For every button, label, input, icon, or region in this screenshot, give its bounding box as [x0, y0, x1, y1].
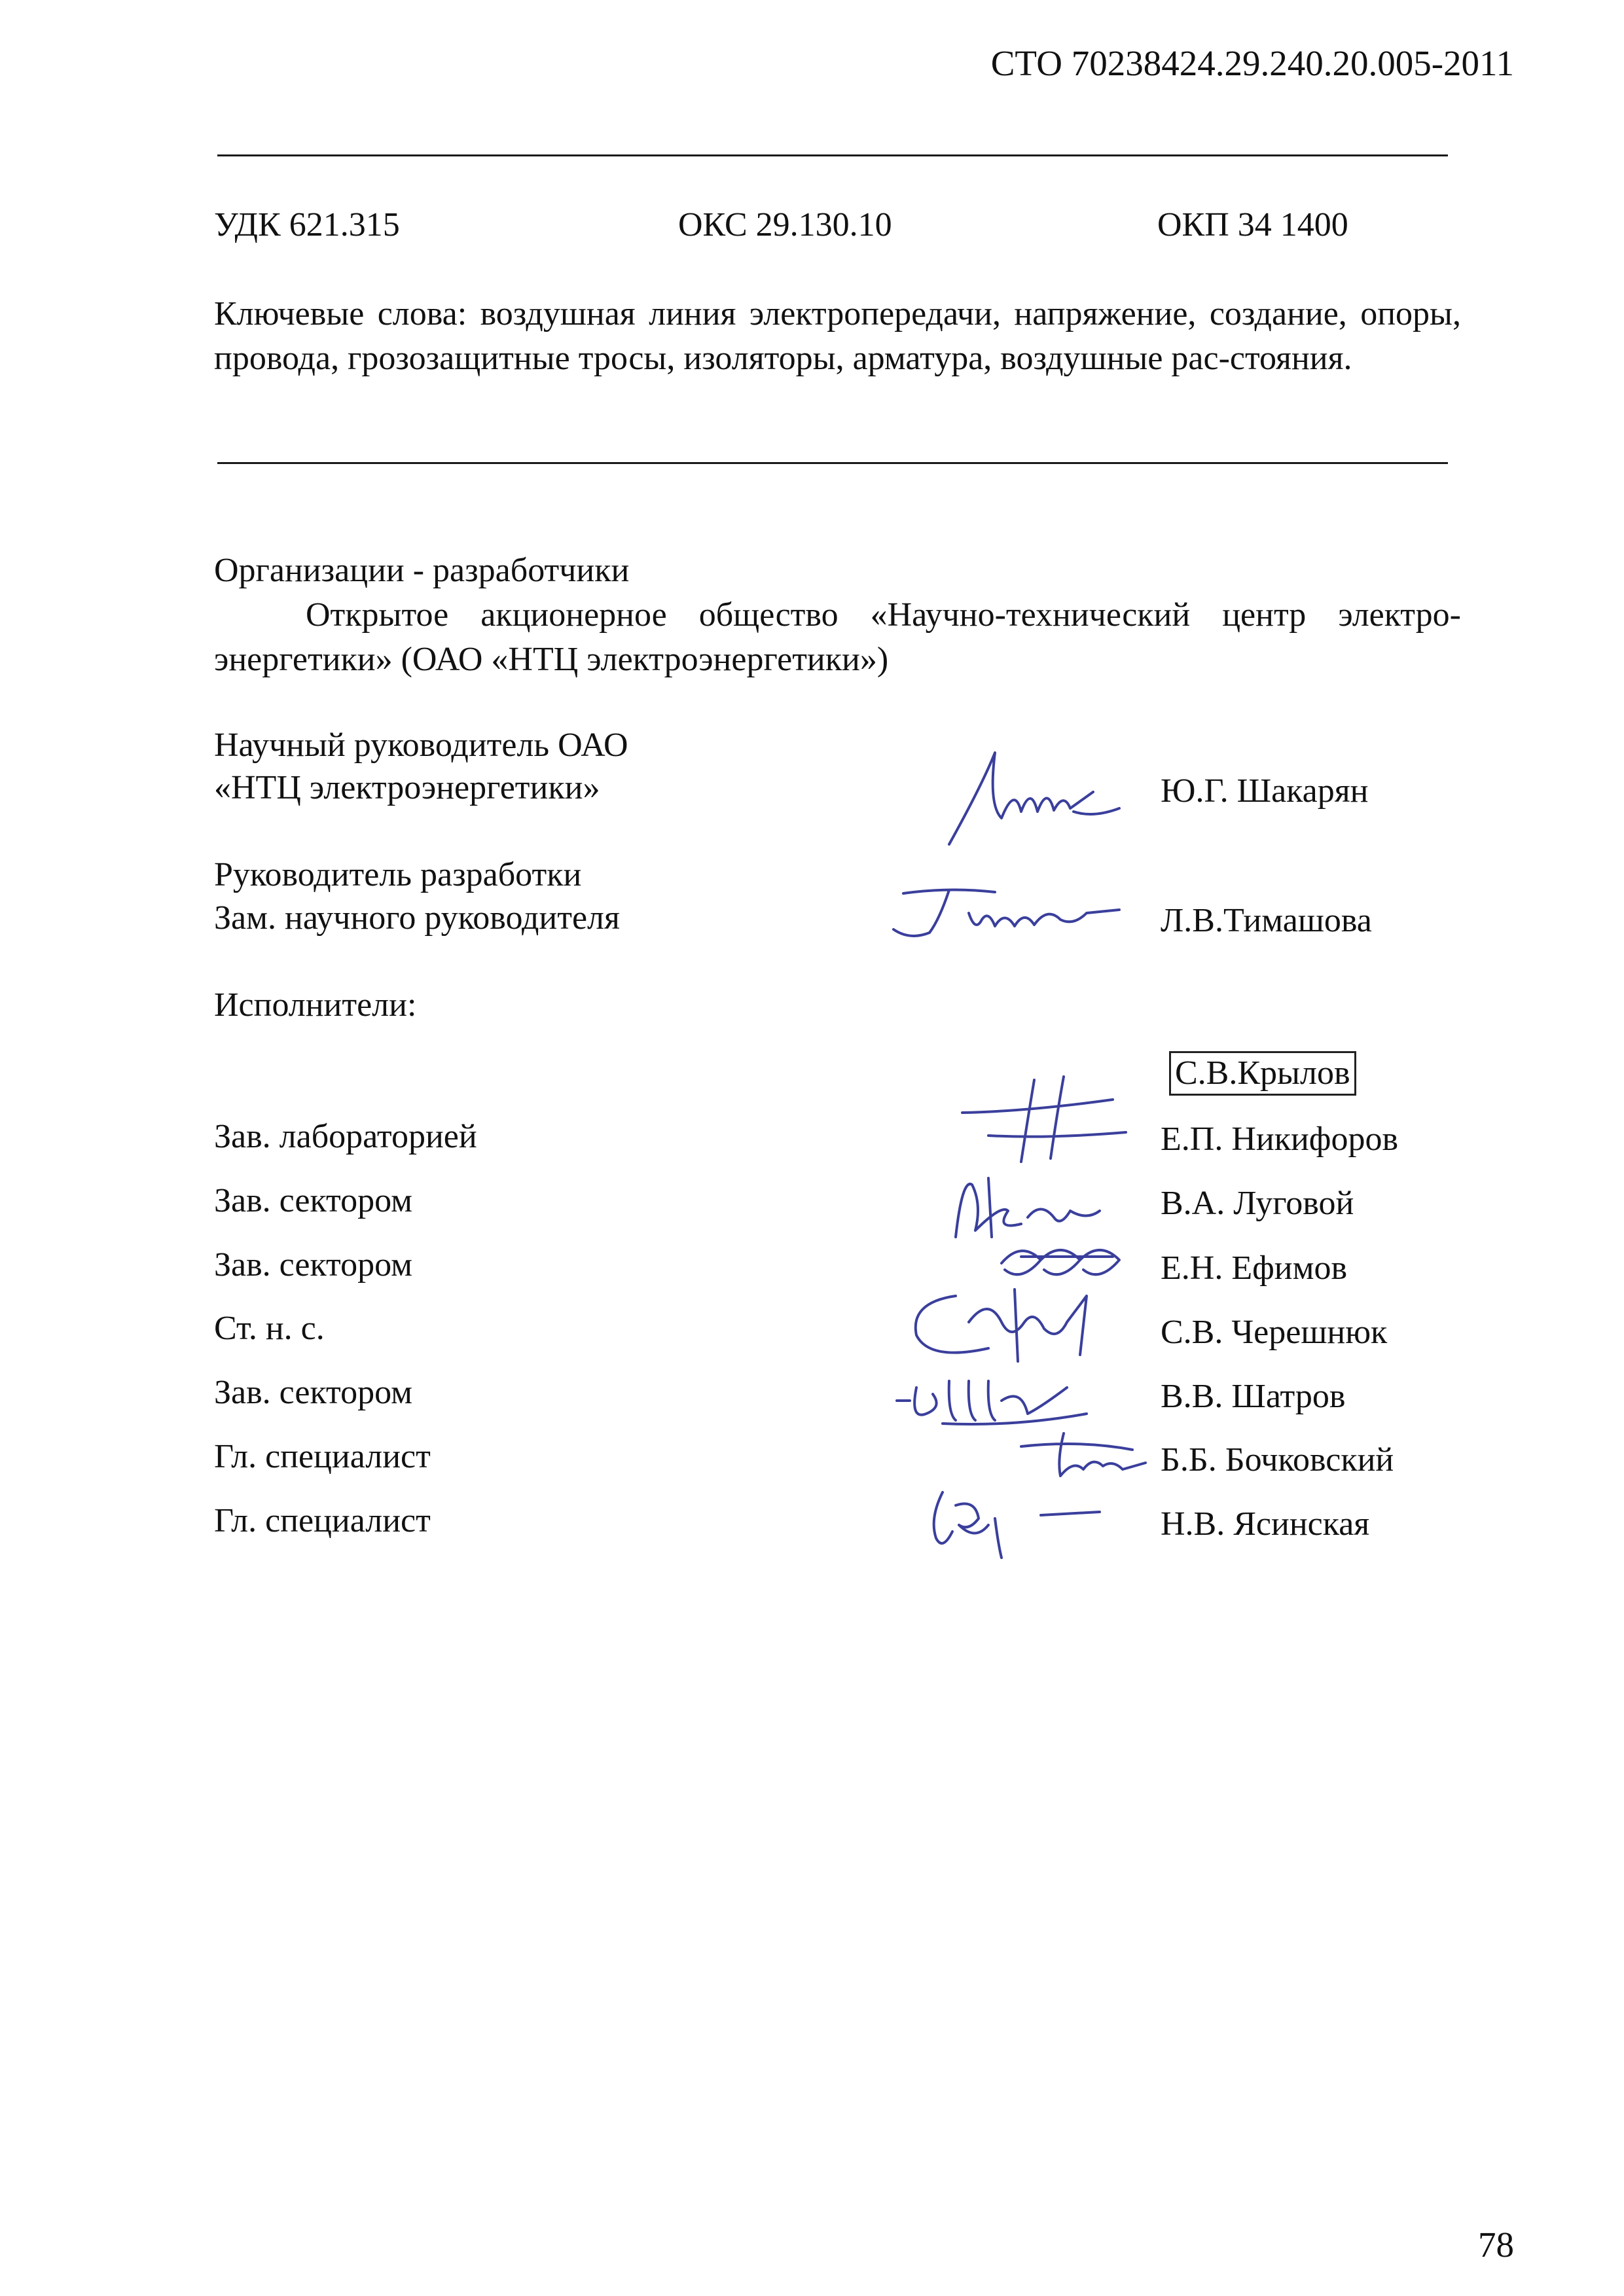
signature-chereshnyuk: [897, 1283, 1132, 1368]
page-number: 78: [1478, 2225, 1514, 2265]
boxed-name: С.В.Крылов: [1169, 1051, 1356, 1096]
executor-role: Гл. специалист: [214, 1438, 431, 1475]
signature-nikiforov: [949, 1073, 1132, 1165]
executor-name: Н.В. Ясинская: [1161, 1505, 1370, 1543]
executor-name: Е.Н. Ефимов: [1161, 1249, 1348, 1287]
executor-role: Ст. н. с.: [214, 1310, 325, 1347]
leader-name: Ю.Г. Шакарян: [1161, 772, 1369, 810]
executor-role: Гл. специалист: [214, 1502, 431, 1539]
keywords-divider: [217, 462, 1448, 464]
executor-name: В.А. Луговой: [1161, 1185, 1354, 1222]
executors-heading: Исполнители:: [214, 986, 417, 1024]
signature-timashova: [884, 880, 1132, 946]
signature-yasinskaya: [903, 1479, 1113, 1564]
signature-bochkovsky: [1001, 1420, 1152, 1486]
oks-code: ОКС 29.130.10: [678, 206, 892, 243]
organizations-heading: Организации - разработчики: [214, 552, 630, 589]
executor-role: Зав. сектором: [214, 1182, 413, 1219]
executor-name: В.В. Шатров: [1161, 1378, 1346, 1415]
udk-code: УДК 621.315: [214, 206, 400, 243]
executor-name: Е.П. Никифоров: [1161, 1121, 1399, 1158]
okp-code: ОКП 34 1400: [1157, 206, 1348, 243]
keywords-paragraph: Ключевые слова: воздушная линия электропередачи, напряжение, создание, опоры, провода, грозозащитные тросы, изоляторы, арматура, воздушные рас-стояния.: [214, 295, 1461, 377]
executor-name: Б.Б. Бочковский: [1161, 1441, 1394, 1479]
executor-name: С.В. Черешнюк: [1161, 1314, 1388, 1351]
signature-shakaryan: [943, 746, 1139, 851]
leader-role-line2: Зам. научного руководителя: [214, 899, 620, 937]
executor-role: Зав. сектором: [214, 1246, 413, 1283]
standard-code: СТО 70238424.29.240.20.005-2011: [990, 43, 1514, 83]
leader-role-line2: «НТЦ электроэнергетики»: [214, 769, 600, 806]
executor-role: Зав. сектором: [214, 1374, 413, 1411]
leader-name: Л.В.Тимашова: [1161, 902, 1372, 939]
executor-role: Зав. лабораторией: [214, 1118, 477, 1155]
leader-role-line1: Научный руководитель ОАО: [214, 726, 628, 764]
leader-role-line1: Руководитель разработки: [214, 856, 582, 893]
top-divider: [217, 154, 1448, 156]
organizations-paragraph: [214, 593, 1461, 682]
organizations-text: Открытое акционерное общество «Научно-технический центр электро-энергетики» (ОАО «НТЦ электроэнергетики»): [214, 596, 1461, 678]
